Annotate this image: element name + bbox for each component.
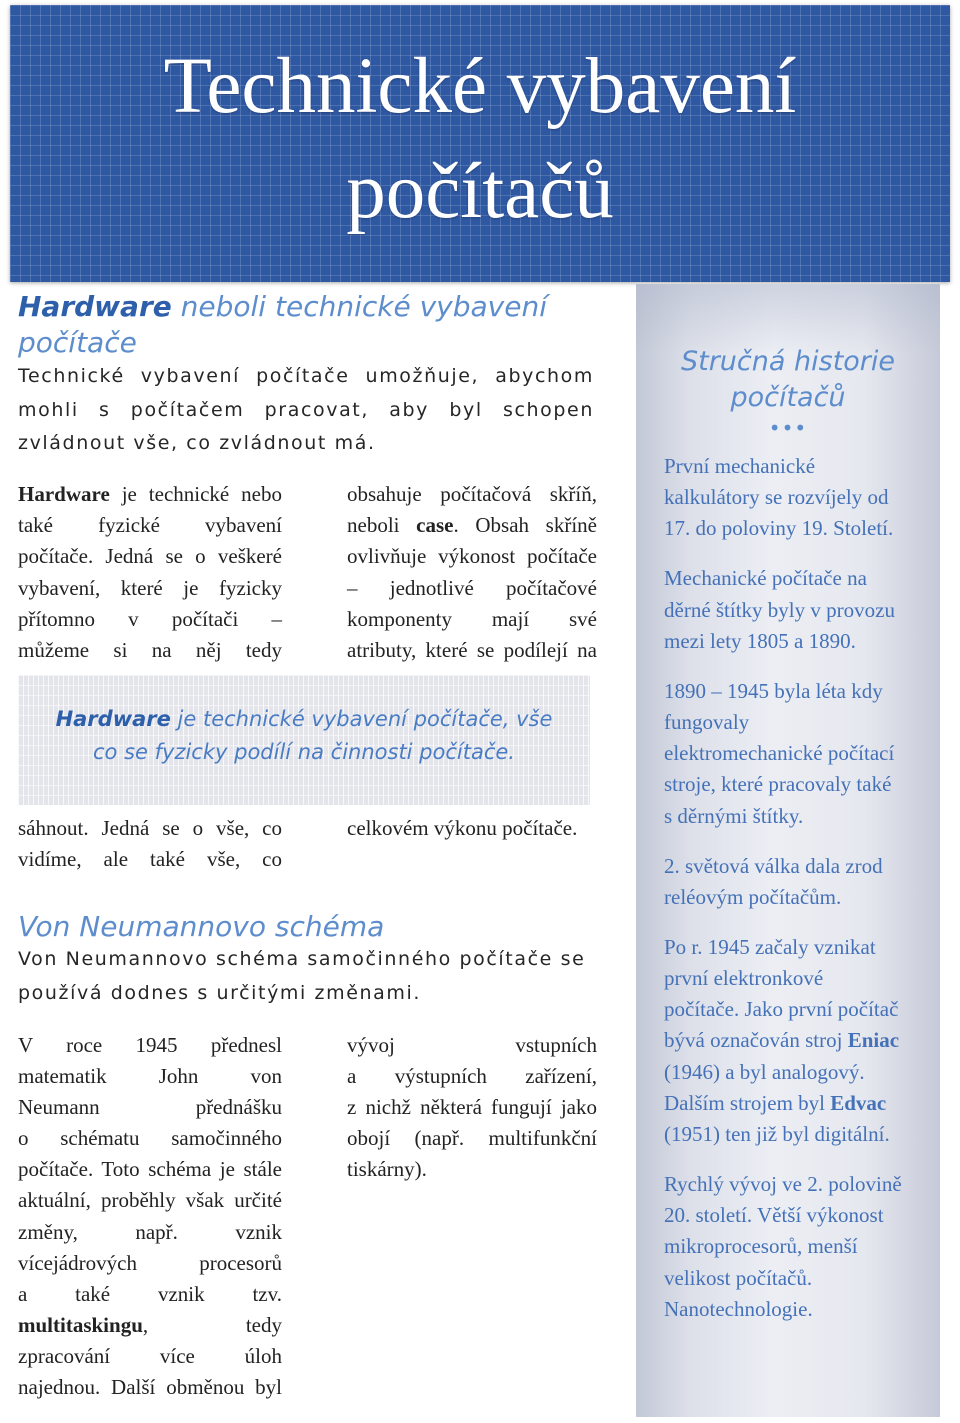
history-paragraph xyxy=(664,451,926,545)
text-segment: bývá označován stroj xyxy=(664,1028,848,1053)
lead-line: Von Neumannovo schéma samočinného počítače se xyxy=(18,948,586,970)
history-line: velikost počítačů. xyxy=(664,1265,813,1290)
lead-line: mohli s počítačem pracovat, aby byl schopen xyxy=(18,398,594,421)
heading-line: Von Neumannovo schéma xyxy=(18,910,385,943)
body-line: ovlivňuje výkonost počítače xyxy=(347,544,597,569)
von-neumann-heading xyxy=(18,909,618,945)
hardware-text-left-bottom xyxy=(18,813,282,875)
body-line: matematik John von xyxy=(18,1064,282,1089)
history-line: 17. do poloviny 19. Století. xyxy=(664,516,894,541)
history-line: první elektronkové xyxy=(664,966,824,991)
text-segment: neboli technické vybavení xyxy=(171,290,547,323)
history-line: počítače. Jako první počítač xyxy=(664,997,899,1022)
history-line: Mechanické počítače na xyxy=(664,566,867,591)
body-line: vybavení, které je fyzicky xyxy=(18,575,282,600)
body-line: z nichž některá fungují jako xyxy=(347,1095,597,1120)
history-paragraph xyxy=(664,676,926,832)
history-line: 2. světová válka dala zrod xyxy=(664,853,883,878)
body-line: sáhnout. Jedná se o vše, co xyxy=(18,816,282,840)
history-sidebar xyxy=(636,284,940,1417)
history-line: děrné štítky byly v provozu xyxy=(664,597,895,622)
history-heading xyxy=(636,344,940,416)
history-line: s děrnými štítky. xyxy=(664,803,804,828)
body-line: Neumann přednášku xyxy=(18,1095,282,1120)
text-segment: , tedy xyxy=(142,1312,282,1337)
history-line: 20. století. Větší výkonost xyxy=(664,1203,884,1228)
bold-term: Hardware xyxy=(18,290,172,323)
text-segment: je technické vybavení počítače, vše xyxy=(170,707,553,731)
history-line: fungovaly xyxy=(664,710,750,735)
lead-line: Technické vybavení počítače umožňuje, abychom xyxy=(18,365,594,387)
body-line: vývoj vstupních xyxy=(347,1033,597,1057)
history-paragraph xyxy=(664,563,926,657)
history-line: stroje, které pracovaly také xyxy=(664,772,892,797)
body-line: vícejádrových procesorů xyxy=(18,1250,282,1275)
heading-line: Stručná historie xyxy=(680,346,896,377)
body-line: obsahuje počítačová skříň, xyxy=(347,482,597,506)
hardware-text-left-top xyxy=(18,479,282,666)
history-paragraph xyxy=(664,1169,926,1325)
body-line: tiskárny). xyxy=(347,1157,427,1182)
lead-line: zvládnout vše, co zvládnout má. xyxy=(18,432,376,454)
history-line xyxy=(664,1025,926,1056)
body-line: komponenty mají své xyxy=(347,606,597,631)
body-line: vidíme, ale také vše, co xyxy=(18,847,282,872)
body-line xyxy=(18,1310,282,1341)
quote-line xyxy=(18,703,590,736)
history-line: Po r. 1945 začaly vznikat xyxy=(664,934,876,959)
history-paragraph xyxy=(664,932,926,1150)
body-line: zpracování více úloh xyxy=(18,1343,282,1368)
von-neumann-text-left xyxy=(18,1030,282,1403)
bold-term: Edvac xyxy=(830,1090,887,1115)
body-line: změny, např. vznik xyxy=(18,1219,282,1244)
hardware-text-right-top xyxy=(347,479,597,666)
history-line: První mechanické xyxy=(664,454,816,478)
quote-line: co se fyzicky podílí na činnosti počítače. xyxy=(93,740,515,764)
history-line xyxy=(664,1088,926,1119)
bold-term: Eniac xyxy=(847,1028,900,1053)
body-line: také fyzické vybavení xyxy=(18,513,282,538)
heading-line: počítačů xyxy=(730,382,846,413)
pull-quote-text xyxy=(18,703,590,769)
hardware-lead xyxy=(18,360,594,461)
lead-line: používá dodnes s určitými změnami. xyxy=(18,981,422,1004)
body-line: – jednotlivé počítačové xyxy=(347,575,597,600)
history-paragraph xyxy=(664,851,926,913)
body-line xyxy=(18,479,282,510)
text-segment: neboli xyxy=(347,513,417,538)
body-line: V roce 1945 přednesl xyxy=(18,1033,282,1057)
heading-line: počítače xyxy=(18,326,137,359)
body-line: atributy, které se podílejí na xyxy=(347,638,597,663)
body-line: počítače. Jedná se o veškeré xyxy=(18,544,282,569)
text-segment: . Obsah skříně xyxy=(453,513,597,538)
text-segment: je technické nebo xyxy=(109,482,282,506)
history-line: mikroprocesorů, menší xyxy=(664,1234,858,1259)
title-banner xyxy=(10,5,950,282)
bold-term: case xyxy=(416,513,454,538)
hardware-text-right-bottom xyxy=(347,813,597,844)
history-line: (1946) a byl analogový. xyxy=(664,1059,865,1084)
title-line: Technické vybavení xyxy=(163,43,797,130)
history-text xyxy=(664,451,926,1344)
heading-line xyxy=(18,289,618,325)
body-line: přítomno v počítači – xyxy=(18,606,282,631)
history-line: mezi lety 1805 a 1890. xyxy=(664,628,856,653)
von-neumann-lead xyxy=(18,943,594,1010)
history-line: (1951) ten již byl digitální. xyxy=(664,1122,890,1147)
ornament-dots: ••• xyxy=(768,416,808,440)
history-line: Rychlý vývoj ve 2. polovině xyxy=(664,1172,902,1197)
history-line: reléovým počítačům. xyxy=(664,884,842,909)
page-title xyxy=(10,34,950,244)
text-segment: Dalším strojem byl xyxy=(664,1090,831,1115)
bold-term: Hardware xyxy=(55,707,171,731)
body-line: můžeme si na něj tedy xyxy=(18,638,282,663)
body-line: najednou. Další obměnou byl xyxy=(18,1375,282,1400)
history-line: elektromechanické počítací xyxy=(664,741,895,766)
body-line: aktuální, proběhly však určité xyxy=(18,1188,282,1213)
body-line: počítače. Toto schéma je stále xyxy=(18,1157,282,1182)
body-line: obojí (např. multifunkční xyxy=(347,1126,597,1151)
history-line: Nanotechnologie. xyxy=(664,1296,813,1321)
body-line: o schématu samočinného xyxy=(18,1126,282,1151)
bold-term: Hardware xyxy=(18,482,110,506)
bold-term: multitaskingu xyxy=(18,1312,143,1337)
history-line: kalkulátory se rozvíjely od xyxy=(664,485,889,510)
body-line: celkovém výkonu počítače. xyxy=(347,816,578,840)
von-neumann-text-right xyxy=(347,1030,597,1185)
history-line: 1890 – 1945 byla léta kdy xyxy=(664,678,883,703)
body-line: a také vznik tzv. xyxy=(18,1281,282,1306)
title-line: počítačů xyxy=(346,148,614,235)
hardware-heading xyxy=(18,289,618,361)
pull-quote xyxy=(18,675,590,805)
body-line xyxy=(347,510,597,541)
body-line: a výstupních zařízení, xyxy=(347,1064,597,1089)
